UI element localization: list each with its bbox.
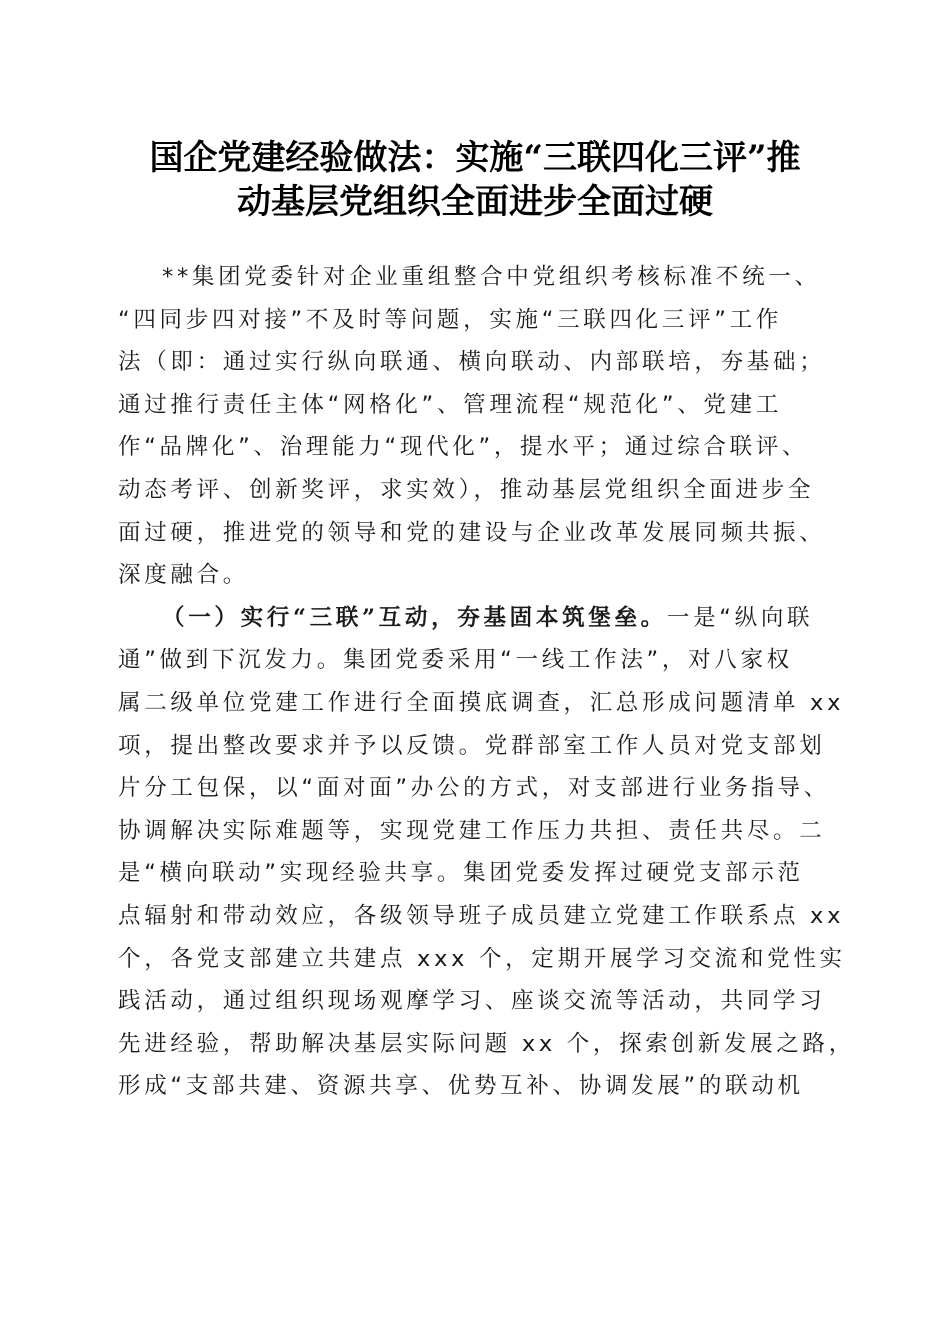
body-line: 协调解决实际难题等，实现党建工作压力共担、责任共尽。二: [118, 817, 826, 844]
body-line: 属二级单位党建工作进行全面摸底调查，汇总形成问题清单 xx: [118, 689, 845, 716]
body-line: 片分工包保，以“面对面”办公的方式，对支部进行业务指导、: [118, 775, 830, 802]
title-line-2: 动基层党组织全面进步全面过硬: [237, 182, 713, 222]
body-line: 通”做到下沉发力。集团党委采用“一线工作法”，对八家权: [118, 647, 793, 674]
paragraph-section-1: [118, 597, 855, 1108]
body-line: 作“品牌化”、治理能力“现代化”，提水平；通过综合联评、: [118, 434, 809, 461]
body-line: 法（即：通过实行纵向联通、横向联动、内部联培，夯基础；: [118, 349, 826, 376]
title-line-1: 国企党建经验做法：实施“三联四化三评”推: [149, 138, 801, 178]
body-line: 深度融合。: [118, 562, 250, 589]
body-line: 面过硬，推进党的领导和党的建设与企业改革发展同频共振、: [118, 519, 826, 546]
section-heading-line: [118, 597, 838, 640]
body-line: **集团党委针对企业重组整合中党组织考核标准不统一、: [162, 264, 821, 290]
body-line-fragment: 一是“纵向联: [666, 604, 814, 631]
body-line: “四同步四对接”不及时等问题，实施“三联四化三评”工作: [118, 306, 783, 333]
body-line: 个，各党支部建立共建点 xxx 个，定期开展学习交流和党性实: [118, 945, 846, 972]
body-line: 是“横向联动”实现经验共享。集团党委发挥过硬党支部示范: [118, 860, 804, 887]
section-heading: （一）实行“三联”互动，夯基固本筑堡垒。: [162, 604, 667, 631]
body-line: 通过推行责任主体“网格化”、管理流程“规范化”、党建工: [118, 391, 783, 418]
paragraph-intro: [118, 256, 838, 597]
body-line: 项，提出整改要求并予以反馈。党群部室工作人员对党支部划: [118, 732, 826, 759]
body-line: 动态考评、创新奖评，求实效），推动基层党组织全面进步全: [118, 476, 815, 503]
body-line: 点辐射和带动效应，各级领导班子成员建立党建工作联系点 xx: [118, 902, 845, 929]
body-line: 形成“支部共建、资源共享、优势互补、协调发展”的联动机: [118, 1073, 804, 1100]
body-line: 先进经验，帮助解决基层实际问题 xx 个，探索创新发展之路，: [118, 1030, 855, 1057]
document-body: [118, 256, 855, 1108]
document-title: [100, 136, 850, 224]
body-line: 践活动，通过组织现场观摩学习、座谈交流等活动，共同学习: [118, 988, 826, 1015]
